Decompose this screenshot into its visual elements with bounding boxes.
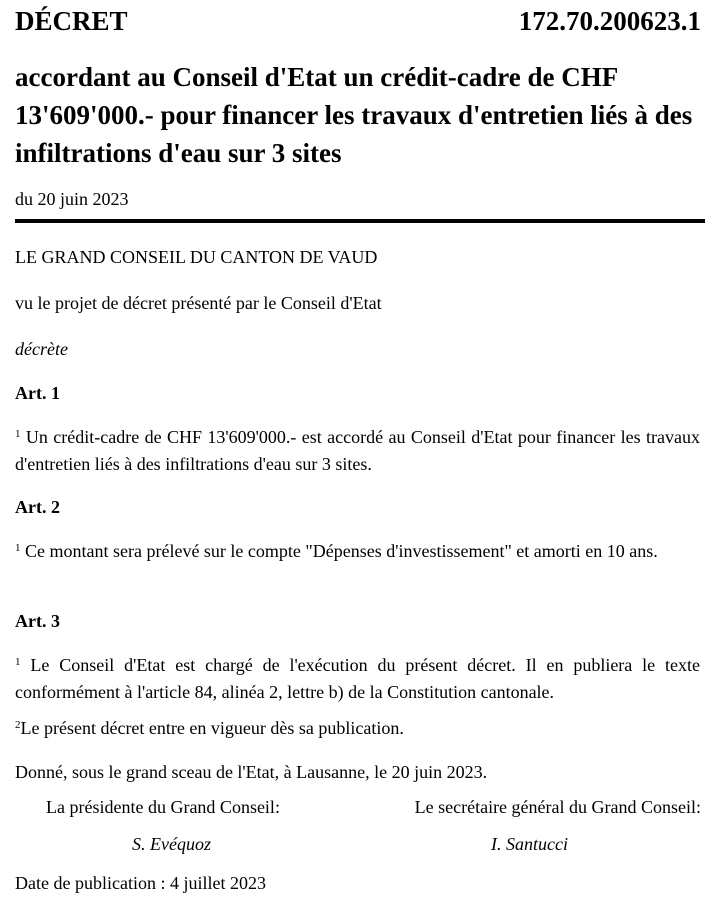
- article-1-paragraph-1: [15, 424, 700, 478]
- paragraph-number: 1: [15, 428, 21, 440]
- paragraph-number: 1: [15, 656, 21, 668]
- signatory-1-name: S. Evéquoz: [132, 834, 211, 854]
- article-2-paragraph-1: [15, 538, 700, 565]
- decree-date: du 20 juin 2023: [15, 189, 129, 209]
- document-type: DÉCRET: [15, 6, 128, 36]
- paragraph-text: Le Conseil d'Etat est chargé de l'exécution du présent décret. Il en publiera le texte conformément à l'article 84, alinéa 2, lettre b) de la Constitution cantonale.: [15, 655, 701, 702]
- article-3-paragraph-2: [15, 715, 700, 742]
- document-number: 172.70.200623.1: [518, 6, 701, 36]
- header-divider: [15, 219, 705, 223]
- paragraph-text: Un crédit-cadre de CHF 13'609'000.- est accordé au Conseil d'Etat pour financer les travaux d'entretien liés à des infiltrations d'eau sur 3 sites.: [15, 427, 701, 474]
- paragraph-text: Le présent décret entre en vigueur dès sa publication.: [20, 718, 404, 738]
- article-3-heading: Art. 3: [15, 611, 60, 631]
- decrees-formula: décrète: [15, 339, 68, 359]
- decree-title: accordant au Conseil d'Etat un crédit-cadre de CHF 13'609'000.- pour financer les travaux d'entretien liés à des infiltrations d'eau sur 3 sites: [15, 62, 693, 168]
- article-1-heading: Art. 1: [15, 383, 60, 403]
- article-3-paragraph-1: [15, 652, 700, 706]
- given-clause: Donné, sous le grand sceau de l'Etat, à Lausanne, le 20 juin 2023.: [15, 762, 488, 782]
- enacting-authority: LE GRAND CONSEIL DU CANTON DE VAUD: [15, 247, 378, 267]
- publication-date: Date de publication : 4 juillet 2023: [15, 873, 266, 893]
- signatory-1-role: La présidente du Grand Conseil:: [46, 797, 280, 817]
- considering-clause: vu le projet de décret présenté par le Conseil d'Etat: [15, 293, 382, 313]
- paragraph-number: 1: [15, 542, 21, 554]
- signatory-2-role: Le secrétaire général du Grand Conseil:: [414, 797, 701, 817]
- article-2-heading: Art. 2: [15, 497, 60, 517]
- paragraph-number: 2: [15, 719, 21, 731]
- paragraph-text: Ce montant sera prélevé sur le compte "Dépenses d'investissement" et amorti en 10 ans.: [25, 541, 658, 561]
- signatory-2-name: I. Santucci: [491, 834, 568, 854]
